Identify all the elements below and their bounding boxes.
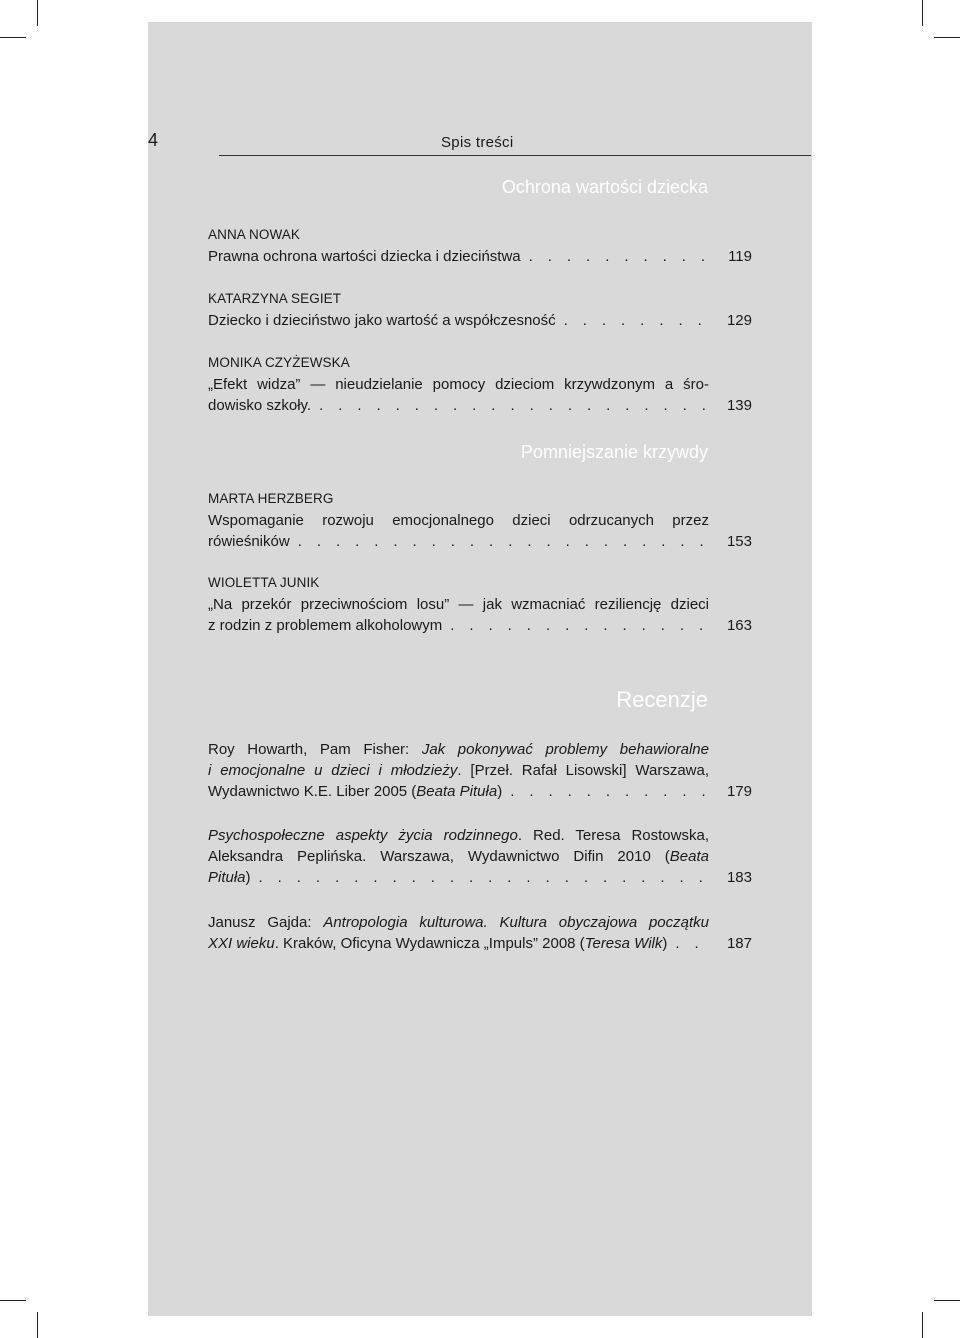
review-line-2 xyxy=(208,846,709,867)
review-line-3 xyxy=(208,781,752,802)
crop-mark xyxy=(934,37,960,38)
toc-entry[interactable] xyxy=(208,572,752,636)
review-line-1 xyxy=(208,739,709,760)
leader-dots xyxy=(251,867,714,888)
running-title: Spis treści xyxy=(441,134,514,151)
review-publication xyxy=(208,781,502,802)
entry-title-line-2: dowisko szkoły. xyxy=(208,397,312,414)
header-rule xyxy=(219,155,811,156)
entry-title-line xyxy=(208,531,752,552)
grey-page-background xyxy=(148,22,812,1316)
review-title: XXI wieku xyxy=(208,935,275,952)
crop-mark xyxy=(37,1312,38,1338)
toc-entry[interactable] xyxy=(208,488,752,552)
review-reviewer xyxy=(208,867,251,888)
crop-mark xyxy=(37,0,38,26)
toc-entry[interactable] xyxy=(208,288,752,331)
section-heading-pomniejszanie: Pomniejszanie krzywdy xyxy=(520,442,708,462)
entry-title-line xyxy=(208,310,752,331)
review-publication: . [Przeł. Rafał Lisowski] Warszawa, xyxy=(457,762,710,779)
review-entry[interactable] xyxy=(208,825,752,888)
entry-author: ANNA NOWAK xyxy=(208,227,301,242)
page-number: 4 xyxy=(148,130,159,150)
entry-title-line xyxy=(208,395,752,416)
crop-mark xyxy=(934,1300,960,1301)
toc-entry[interactable] xyxy=(208,224,752,267)
section-heading-ochrona: Ochrona wartości dziecka xyxy=(501,177,708,197)
leader-dots xyxy=(556,310,714,331)
review-publication: Aleksandra Peplińska. Warszawa, Wydawnictwo Difin 2010 ( xyxy=(208,848,670,865)
review-entry[interactable] xyxy=(208,912,752,954)
entry-title-line-2: z rodzin z problemem alkoholowym xyxy=(208,617,443,634)
reviewer-name: Pituła xyxy=(208,869,246,886)
toc-entry[interactable] xyxy=(208,352,752,416)
entry-title-line-1: „Na przekór przeciwnościom losu” — jak wzmacniać reziliencję dzieci xyxy=(208,596,709,613)
review-title: i emocjonalne u dzieci i młodzieży xyxy=(208,762,458,779)
entry-page-number: 119 xyxy=(728,248,752,265)
review-title: Antropologia kulturowa. Kultura obyczajowa początku xyxy=(323,914,710,931)
closing-paren: ) xyxy=(245,869,251,886)
reviewer-name: Beata xyxy=(669,848,709,865)
entry-page-number: 163 xyxy=(726,617,752,634)
leader-dots xyxy=(667,933,714,954)
section-heading-recenzje: Recenzje xyxy=(616,687,708,712)
entry-page-number: 183 xyxy=(726,869,752,886)
review-author: Janusz Gajda: xyxy=(208,914,324,931)
entry-page-number: 187 xyxy=(726,935,752,952)
review-line-3 xyxy=(208,867,752,888)
entry-title: Prawna ochrona wartości dziecka i dzieciństwa xyxy=(208,248,521,265)
review-author: Roy Howarth, Pam Fisher: xyxy=(208,741,422,758)
entry-page-number: 153 xyxy=(726,533,752,550)
crop-mark xyxy=(0,1300,26,1301)
leader-dots xyxy=(290,531,714,552)
entry-title: Dziecko i dzieciństwo jako wartość a współczesność xyxy=(208,312,556,329)
review-line-2 xyxy=(208,933,752,954)
review-line-1 xyxy=(208,825,709,846)
entry-author: MARTA HERZBERG xyxy=(208,491,334,506)
crop-mark xyxy=(922,0,923,26)
entry-title-line-1: Wspomaganie rozwoju emocjonalnego dzieci odrzucanych przez xyxy=(208,512,709,529)
review-publisher: . Kraków, Oficyna Wydawnicza „Impuls” 2008 ( xyxy=(274,935,585,952)
reviewer-name: Beata Pituła xyxy=(416,783,498,800)
reviewer-name: Teresa Wilk xyxy=(584,935,663,952)
closing-paren: ) xyxy=(497,783,503,800)
crop-mark xyxy=(922,1312,923,1338)
review-publication xyxy=(208,933,667,954)
entry-author: WIOLETTA JUNIK xyxy=(208,575,320,590)
entry-author: MONIKA CZYŻEWSKA xyxy=(208,355,350,370)
closing-paren: ) xyxy=(662,935,668,952)
leader-dots xyxy=(442,615,714,636)
leader-dots xyxy=(502,781,714,802)
entry-title-line xyxy=(208,246,752,267)
review-entry[interactable] xyxy=(208,739,752,802)
review-publisher: Wydawnictwo K.E. Liber 2005 ( xyxy=(208,783,417,800)
entry-author: KATARZYNA SEGIET xyxy=(208,291,342,306)
leader-dots xyxy=(521,246,714,267)
entry-title-line-1: „Efekt widza” — nieudzielanie pomocy dzieciom krzywdzonym a śro- xyxy=(208,376,709,393)
leader-dots xyxy=(311,395,714,416)
review-line-2 xyxy=(208,760,709,781)
review-line-1 xyxy=(208,912,709,933)
crop-mark xyxy=(0,37,26,38)
entry-title-line-2: rówieśników xyxy=(208,533,290,550)
entry-page-number: 129 xyxy=(726,312,752,329)
review-title: Jak pokonywać problemy behawioralne xyxy=(421,741,709,758)
entry-page-number: 179 xyxy=(726,783,752,800)
entry-title-line xyxy=(208,615,752,636)
review-title: Psychospołeczne aspekty życia rodzinnego xyxy=(208,827,518,844)
entry-page-number: 139 xyxy=(726,397,752,414)
review-editor: . Red. Teresa Rostowska, xyxy=(517,827,709,844)
